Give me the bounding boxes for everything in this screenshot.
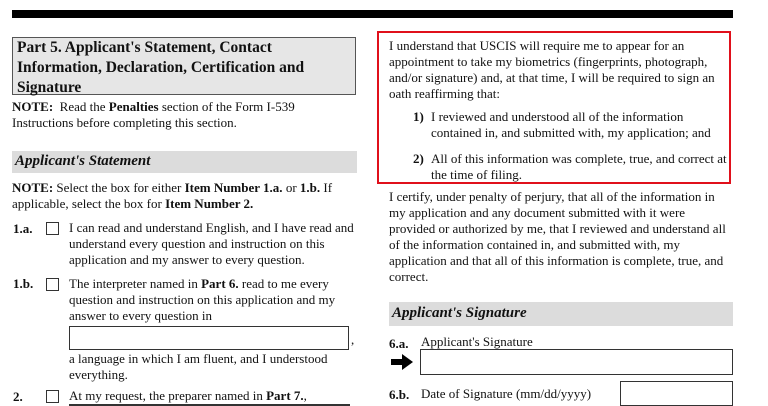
item-1b-number: 1.b. (13, 276, 34, 291)
biometrics-point-2-text: All of this information was complete, true, and correct at the time of filing. (431, 151, 727, 182)
item-2-part7-ref: Part 7. (266, 388, 304, 403)
certification-text: I certify, under penalty of perjury, that all of the information in my application and any document submitted with it were provided or authorized by me, that I reviewed and understand all of the information contained in, and submitted with, my application and that all of this information is complete, true, and correct. (389, 189, 726, 284)
top-rule (12, 10, 733, 18)
language-comma: , (351, 332, 355, 347)
item-1b-text-after: a language in which I am fluent, and I understood everything. (69, 351, 328, 382)
item-1b-text-a: The interpreter named in (69, 276, 202, 291)
biometrics-point-1-text: I reviewed and understood all of the information contained in, and submitted with, my application; and (431, 109, 711, 140)
date-of-signature-input[interactable] (620, 381, 733, 406)
item-2-text-b: , (303, 388, 307, 403)
penalties-note (12, 99, 357, 131)
note-penalties-link: Penalties (108, 99, 159, 114)
interpreter-language-input[interactable] (69, 326, 349, 350)
item-1b-part6-ref: Part 6. (201, 276, 239, 291)
item-6a-number: 6.a. (389, 336, 409, 351)
statement-note-item-2: Item Number 2. (165, 196, 254, 211)
biometrics-highlight-box (377, 31, 731, 184)
biometrics-point-1-number: 1) (413, 109, 424, 124)
item-1a-number: 1.a. (13, 221, 33, 236)
item-1a-text: I can read and understand English, and I have read and understand every question and instruction on this application and my answer to every question. (69, 220, 354, 267)
statement-note-or: or (282, 180, 300, 195)
item-2-text-a: At my request, the preparer named in (69, 388, 267, 403)
item-1b-checkbox[interactable] (46, 278, 59, 291)
statement-note-text-2: If applicable, select the box for (12, 180, 333, 211)
statement-note (12, 180, 357, 212)
note-text-rest: section of the Form I-539 Instructions before completing this section. (12, 99, 295, 130)
arrow-right-icon (391, 354, 413, 370)
statement-note-item-1b: 1.b. (299, 180, 321, 195)
item-6a-label: Applicant's Signature (421, 334, 533, 349)
item-2-text (69, 388, 357, 404)
item-1a-checkbox[interactable] (46, 222, 59, 235)
item-2-number: 2. (13, 389, 23, 404)
statement-note-label: NOTE: (12, 180, 54, 195)
applicant-signature-heading: Applicant's Signature (389, 302, 733, 326)
statement-note-item-1a: Item Number 1.a. (184, 180, 283, 195)
biometrics-intro: I understand that USCIS will require me to appear for an appointment to take my biometrics (fingerprints, photograph, and/or signature) and, at that time, I will be required to sign an oath reaffirming that: (389, 38, 715, 101)
item-6b-number: 6.b. (389, 387, 410, 402)
item-1b-text-b: read to me every question and instruction on this application and my answer to every question in (69, 276, 336, 323)
item-2-checkbox[interactable] (46, 390, 59, 403)
note-label: NOTE: (12, 99, 54, 114)
biometrics-point-2-number: 2) (413, 151, 424, 166)
applicant-statement-heading: Applicant's Statement (12, 151, 357, 173)
statement-note-text: Select the box for either (56, 180, 185, 195)
item-1b-text (69, 276, 357, 324)
note-text: Read the (59, 99, 109, 114)
item-6b-label: Date of Signature (mm/dd/yyyy) (421, 386, 592, 401)
applicant-signature-field[interactable] (420, 349, 733, 375)
part-title: Part 5. Applicant's Statement, Contact Information, Declaration, Certification and Signature (12, 37, 356, 95)
